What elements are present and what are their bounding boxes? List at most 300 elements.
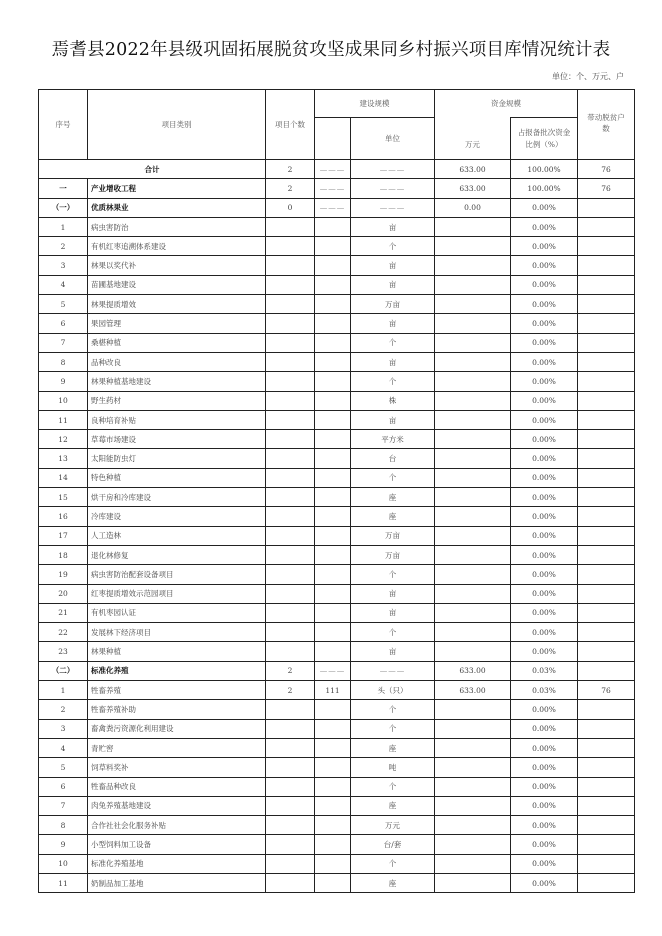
- ratio-cell: 0.03%: [511, 661, 578, 680]
- table-row: [39, 584, 635, 603]
- scale-cell: [315, 700, 351, 719]
- scale-cell: ———: [315, 179, 351, 198]
- seq-cell: 9: [39, 372, 88, 391]
- ratio-cell: 0.00%: [511, 410, 578, 429]
- table-row: [39, 758, 635, 777]
- table-row: [39, 468, 635, 487]
- category-cell: 烘干房和冷库建设: [88, 488, 266, 507]
- scale-cell: [315, 642, 351, 661]
- count-cell: [266, 468, 315, 487]
- table-row: [39, 873, 635, 892]
- scale-cell: 111: [315, 681, 351, 700]
- households-cell: [578, 295, 635, 314]
- scale-cell: [315, 738, 351, 757]
- header-construction-scale: 建设规模: [315, 90, 435, 118]
- count-cell: [266, 738, 315, 757]
- unit-cell: 个: [351, 719, 435, 738]
- count-cell: [266, 719, 315, 738]
- amount-cell: 633.00: [435, 661, 511, 680]
- households-cell: 76: [578, 681, 635, 700]
- ratio-cell: 0.00%: [511, 738, 578, 757]
- households-cell: [578, 410, 635, 429]
- seq-cell: （二）: [39, 661, 88, 680]
- table-row: [39, 738, 635, 757]
- amount-cell: [435, 333, 511, 352]
- total-row: [39, 160, 635, 179]
- seq-cell: 一: [39, 179, 88, 198]
- count-cell: [266, 816, 315, 835]
- table-row: [39, 526, 635, 545]
- scale-cell: [315, 507, 351, 526]
- unit-cell: 座: [351, 873, 435, 892]
- seq-cell: 17: [39, 526, 88, 545]
- seq-cell: 10: [39, 391, 88, 410]
- category-cell: 畜禽粪污资源化利用建设: [88, 719, 266, 738]
- scale-cell: [315, 873, 351, 892]
- households-cell: [578, 449, 635, 468]
- table-row: [39, 430, 635, 449]
- ratio-cell: 0.00%: [511, 217, 578, 236]
- count-cell: [266, 854, 315, 873]
- unit-cell: ———: [351, 661, 435, 680]
- header-unit: 单位: [351, 118, 435, 160]
- table-row: [39, 352, 635, 371]
- scale-cell: [315, 352, 351, 371]
- scale-cell: [315, 526, 351, 545]
- scale-cell: ———: [315, 198, 351, 217]
- seq-cell: 6: [39, 314, 88, 333]
- households-cell: [578, 738, 635, 757]
- scale-cell: [315, 217, 351, 236]
- households-cell: [578, 488, 635, 507]
- project-statistics-table: [38, 89, 635, 893]
- ratio-cell: 0.00%: [511, 526, 578, 545]
- category-cell: 小型饲料加工设备: [88, 835, 266, 854]
- households-cell: 76: [578, 179, 635, 198]
- category-cell: 有机枣园认证: [88, 603, 266, 622]
- scale-cell: [315, 584, 351, 603]
- seq-cell: 23: [39, 642, 88, 661]
- amount-cell: [435, 758, 511, 777]
- households-cell: 76: [578, 160, 635, 179]
- category-cell: 标准化养殖: [88, 661, 266, 680]
- count-cell: [266, 623, 315, 642]
- category-cell: 发展林下经济项目: [88, 623, 266, 642]
- ratio-cell: 0.00%: [511, 314, 578, 333]
- scale-cell: [315, 603, 351, 622]
- category-cell: 果园管理: [88, 314, 266, 333]
- category-cell: 退化林修复: [88, 545, 266, 564]
- amount-cell: [435, 816, 511, 835]
- count-cell: [266, 430, 315, 449]
- category-cell: 有机红枣追溯体系建设: [88, 237, 266, 256]
- count-cell: [266, 237, 315, 256]
- category-cell: 特色种植: [88, 468, 266, 487]
- scale-cell: [315, 410, 351, 429]
- header-ratio: 占报备批次资金比例（%）: [511, 118, 578, 160]
- ratio-cell: 0.03%: [511, 681, 578, 700]
- unit-cell: ———: [351, 179, 435, 198]
- unit-cell: ———: [351, 198, 435, 217]
- category-cell: 桑椹种植: [88, 333, 266, 352]
- ratio-cell: 0.00%: [511, 449, 578, 468]
- households-cell: [578, 661, 635, 680]
- header-funding-scale: 资金规模: [435, 90, 578, 118]
- amount-cell: [435, 275, 511, 294]
- amount-cell: [435, 217, 511, 236]
- households-cell: [578, 796, 635, 815]
- seq-cell: 1: [39, 681, 88, 700]
- amount-cell: [435, 526, 511, 545]
- unit-cell: 亩: [351, 256, 435, 275]
- count-cell: [266, 507, 315, 526]
- unit-cell: 个: [351, 854, 435, 873]
- amount-cell: [435, 507, 511, 526]
- unit-cell: 座: [351, 488, 435, 507]
- count-cell: [266, 295, 315, 314]
- category-cell: 青贮窖: [88, 738, 266, 757]
- amount-cell: 633.00: [435, 179, 511, 198]
- amount-cell: 0.00: [435, 198, 511, 217]
- households-cell: [578, 275, 635, 294]
- count-cell: [266, 333, 315, 352]
- unit-cell: 座: [351, 796, 435, 815]
- table-row: [39, 603, 635, 622]
- scale-cell: [315, 719, 351, 738]
- unit-cell: 亩: [351, 217, 435, 236]
- page-title: 焉耆县2022年县级巩固拓展脱贫攻坚成果同乡村振兴项目库情况统计表: [51, 40, 611, 60]
- ratio-cell: 0.00%: [511, 603, 578, 622]
- households-cell: [578, 642, 635, 661]
- ratio-cell: 0.00%: [511, 237, 578, 256]
- scale-cell: ———: [315, 160, 351, 179]
- households-cell: [578, 565, 635, 584]
- header-category: 项目类别: [88, 90, 266, 160]
- section-row: [39, 179, 635, 198]
- scale-cell: [315, 545, 351, 564]
- seq-cell: 5: [39, 295, 88, 314]
- amount-cell: [435, 835, 511, 854]
- households-cell: [578, 854, 635, 873]
- count-cell: [266, 777, 315, 796]
- count-cell: [266, 700, 315, 719]
- seq-cell: 1: [39, 217, 88, 236]
- households-cell: [578, 256, 635, 275]
- category-cell: 肉兔养殖基地建设: [88, 796, 266, 815]
- amount-cell: [435, 777, 511, 796]
- amount-cell: [435, 873, 511, 892]
- table-row: [39, 835, 635, 854]
- table-row: [39, 410, 635, 429]
- category-cell: 太阳能防虫灯: [88, 449, 266, 468]
- count-cell: 2: [266, 681, 315, 700]
- scale-cell: [315, 488, 351, 507]
- seq-cell: 7: [39, 796, 88, 815]
- category-cell: 牲畜养殖补助: [88, 700, 266, 719]
- amount-cell: [435, 352, 511, 371]
- ratio-cell: 0.00%: [511, 391, 578, 410]
- seq-cell: 2: [39, 700, 88, 719]
- ratio-cell: 0.00%: [511, 198, 578, 217]
- amount-cell: [435, 430, 511, 449]
- households-cell: [578, 352, 635, 371]
- table-row: [39, 642, 635, 661]
- seq-cell: 19: [39, 565, 88, 584]
- category-cell: 冷库建设: [88, 507, 266, 526]
- unit-cell: 座: [351, 738, 435, 757]
- count-cell: [266, 758, 315, 777]
- count-cell: [266, 314, 315, 333]
- category-cell: 红枣提质增效示范园项目: [88, 584, 266, 603]
- seq-cell: 8: [39, 816, 88, 835]
- ratio-cell: 0.00%: [511, 719, 578, 738]
- count-cell: [266, 796, 315, 815]
- scale-cell: [315, 835, 351, 854]
- count-cell: [266, 584, 315, 603]
- category-cell: 林果提质增效: [88, 295, 266, 314]
- scale-cell: [315, 372, 351, 391]
- section-row: [39, 198, 635, 217]
- unit-cell: 株: [351, 391, 435, 410]
- amount-cell: [435, 854, 511, 873]
- scale-cell: [315, 854, 351, 873]
- ratio-cell: 0.00%: [511, 854, 578, 873]
- unit-cell: 万亩: [351, 545, 435, 564]
- count-cell: [266, 565, 315, 584]
- category-cell: 人工造林: [88, 526, 266, 545]
- scale-cell: [315, 333, 351, 352]
- table-row: [39, 488, 635, 507]
- households-cell: [578, 198, 635, 217]
- households-cell: [578, 584, 635, 603]
- scale-cell: [315, 237, 351, 256]
- table-row: [39, 681, 635, 700]
- scale-cell: [315, 468, 351, 487]
- ratio-cell: 100.00%: [511, 160, 578, 179]
- header-wan-yuan: 万元: [435, 118, 511, 160]
- households-cell: [578, 391, 635, 410]
- table-row: [39, 237, 635, 256]
- scale-cell: [315, 623, 351, 642]
- households-cell: [578, 314, 635, 333]
- households-cell: [578, 237, 635, 256]
- ratio-cell: 0.00%: [511, 835, 578, 854]
- amount-cell: [435, 488, 511, 507]
- scale-cell: [315, 391, 351, 410]
- category-cell: 林果种植: [88, 642, 266, 661]
- amount-cell: [435, 623, 511, 642]
- unit-cell: 头（只）: [351, 681, 435, 700]
- ratio-cell: 0.00%: [511, 275, 578, 294]
- households-cell: [578, 603, 635, 622]
- households-cell: [578, 777, 635, 796]
- households-cell: [578, 816, 635, 835]
- unit-cell: 个: [351, 623, 435, 642]
- seq-cell: 9: [39, 835, 88, 854]
- amount-cell: [435, 391, 511, 410]
- seq-cell: 3: [39, 719, 88, 738]
- count-cell: [266, 603, 315, 622]
- seq-cell: 14: [39, 468, 88, 487]
- ratio-cell: 0.00%: [511, 700, 578, 719]
- seq-cell: 16: [39, 507, 88, 526]
- amount-cell: 633.00: [435, 681, 511, 700]
- households-cell: [578, 758, 635, 777]
- category-cell: 病虫害防治配套设备项目: [88, 565, 266, 584]
- table-row: [39, 314, 635, 333]
- amount-cell: [435, 545, 511, 564]
- seq-cell: 22: [39, 623, 88, 642]
- amount-cell: [435, 738, 511, 757]
- category-cell: 林果以奖代补: [88, 256, 266, 275]
- scale-cell: [315, 449, 351, 468]
- ratio-cell: 0.00%: [511, 372, 578, 391]
- count-cell: [266, 410, 315, 429]
- ratio-cell: 0.00%: [511, 642, 578, 661]
- category-cell: 草莓市场建设: [88, 430, 266, 449]
- households-cell: [578, 719, 635, 738]
- table-row: [39, 295, 635, 314]
- unit-cell: 亩: [351, 314, 435, 333]
- table-row: [39, 372, 635, 391]
- ratio-cell: 0.00%: [511, 507, 578, 526]
- unit-cell: 个: [351, 372, 435, 391]
- table-row: [39, 565, 635, 584]
- amount-cell: [435, 256, 511, 275]
- unit-cell: 亩: [351, 603, 435, 622]
- category-cell: 野生药材: [88, 391, 266, 410]
- seq-cell: 8: [39, 352, 88, 371]
- header-count: 项目个数: [266, 90, 315, 160]
- count-cell: 0: [266, 198, 315, 217]
- count-cell: [266, 835, 315, 854]
- category-cell: 牲畜养殖: [88, 681, 266, 700]
- amount-cell: [435, 237, 511, 256]
- households-cell: [578, 873, 635, 892]
- unit-cell: 座: [351, 507, 435, 526]
- count-cell: [266, 488, 315, 507]
- category-cell: 林果种植基地建设: [88, 372, 266, 391]
- table-row: [39, 623, 635, 642]
- amount-cell: [435, 410, 511, 429]
- amount-cell: [435, 314, 511, 333]
- section-row: [39, 661, 635, 680]
- ratio-cell: 0.00%: [511, 758, 578, 777]
- ratio-cell: 100.00%: [511, 179, 578, 198]
- table-row: [39, 333, 635, 352]
- amount-cell: [435, 468, 511, 487]
- table-row: [39, 796, 635, 815]
- ratio-cell: 0.00%: [511, 352, 578, 371]
- count-cell: [266, 873, 315, 892]
- households-cell: [578, 835, 635, 854]
- count-cell: [266, 256, 315, 275]
- unit-cell: 万元: [351, 816, 435, 835]
- count-cell: [266, 352, 315, 371]
- seq-cell: 20: [39, 584, 88, 603]
- amount-cell: [435, 584, 511, 603]
- seq-cell: 21: [39, 603, 88, 622]
- ratio-cell: 0.00%: [511, 488, 578, 507]
- scale-cell: [315, 275, 351, 294]
- amount-cell: [435, 449, 511, 468]
- scale-cell: [315, 295, 351, 314]
- count-cell: [266, 449, 315, 468]
- category-cell: 奶制品加工基地: [88, 873, 266, 892]
- amount-cell: [435, 700, 511, 719]
- seq-cell: 2: [39, 237, 88, 256]
- scale-cell: [315, 777, 351, 796]
- table-row: [39, 449, 635, 468]
- unit-cell: 台: [351, 449, 435, 468]
- unit-cell: 亩: [351, 275, 435, 294]
- scale-cell: [315, 758, 351, 777]
- seq-cell: 6: [39, 777, 88, 796]
- scale-cell: ———: [315, 661, 351, 680]
- table-row: [39, 854, 635, 873]
- category-cell: 标准化养殖基地: [88, 854, 266, 873]
- unit-cell: 个: [351, 237, 435, 256]
- category-cell: 饲草料奖补: [88, 758, 266, 777]
- amount-cell: [435, 796, 511, 815]
- count-cell: 2: [266, 179, 315, 198]
- count-cell: [266, 391, 315, 410]
- table-row: [39, 507, 635, 526]
- scale-cell: [315, 314, 351, 333]
- seq-cell: （一）: [39, 198, 88, 217]
- amount-cell: [435, 295, 511, 314]
- table-row: [39, 700, 635, 719]
- seq-cell: 18: [39, 545, 88, 564]
- seq-cell: 3: [39, 256, 88, 275]
- households-cell: [578, 623, 635, 642]
- category-cell: 苗圃基地建设: [88, 275, 266, 294]
- table-row: [39, 275, 635, 294]
- unit-cell: 个: [351, 565, 435, 584]
- households-cell: [578, 545, 635, 564]
- households-cell: [578, 507, 635, 526]
- seq-cell: 13: [39, 449, 88, 468]
- seq-cell: 10: [39, 854, 88, 873]
- ratio-cell: 0.00%: [511, 796, 578, 815]
- seq-cell: 11: [39, 873, 88, 892]
- ratio-cell: 0.00%: [511, 584, 578, 603]
- ratio-cell: 0.00%: [511, 430, 578, 449]
- unit-cell: 万亩: [351, 295, 435, 314]
- unit-cell: 吨: [351, 758, 435, 777]
- category-cell: 病虫害防治: [88, 217, 266, 236]
- count-cell: [266, 642, 315, 661]
- scale-cell: [315, 796, 351, 815]
- seq-cell: 4: [39, 275, 88, 294]
- count-cell: [266, 545, 315, 564]
- unit-cell: 台/套: [351, 835, 435, 854]
- seq-cell: 12: [39, 430, 88, 449]
- seq-cell: 4: [39, 738, 88, 757]
- unit-cell: 万亩: [351, 526, 435, 545]
- households-cell: [578, 526, 635, 545]
- ratio-cell: 0.00%: [511, 777, 578, 796]
- ratio-cell: 0.00%: [511, 295, 578, 314]
- seq-cell: 7: [39, 333, 88, 352]
- ratio-cell: 0.00%: [511, 873, 578, 892]
- unit-note: 单位：个、万元、户: [552, 72, 624, 81]
- count-cell: [266, 217, 315, 236]
- header-households: 带动脱贫户数: [578, 90, 635, 160]
- unit-cell: 个: [351, 777, 435, 796]
- unit-cell: 个: [351, 333, 435, 352]
- households-cell: [578, 430, 635, 449]
